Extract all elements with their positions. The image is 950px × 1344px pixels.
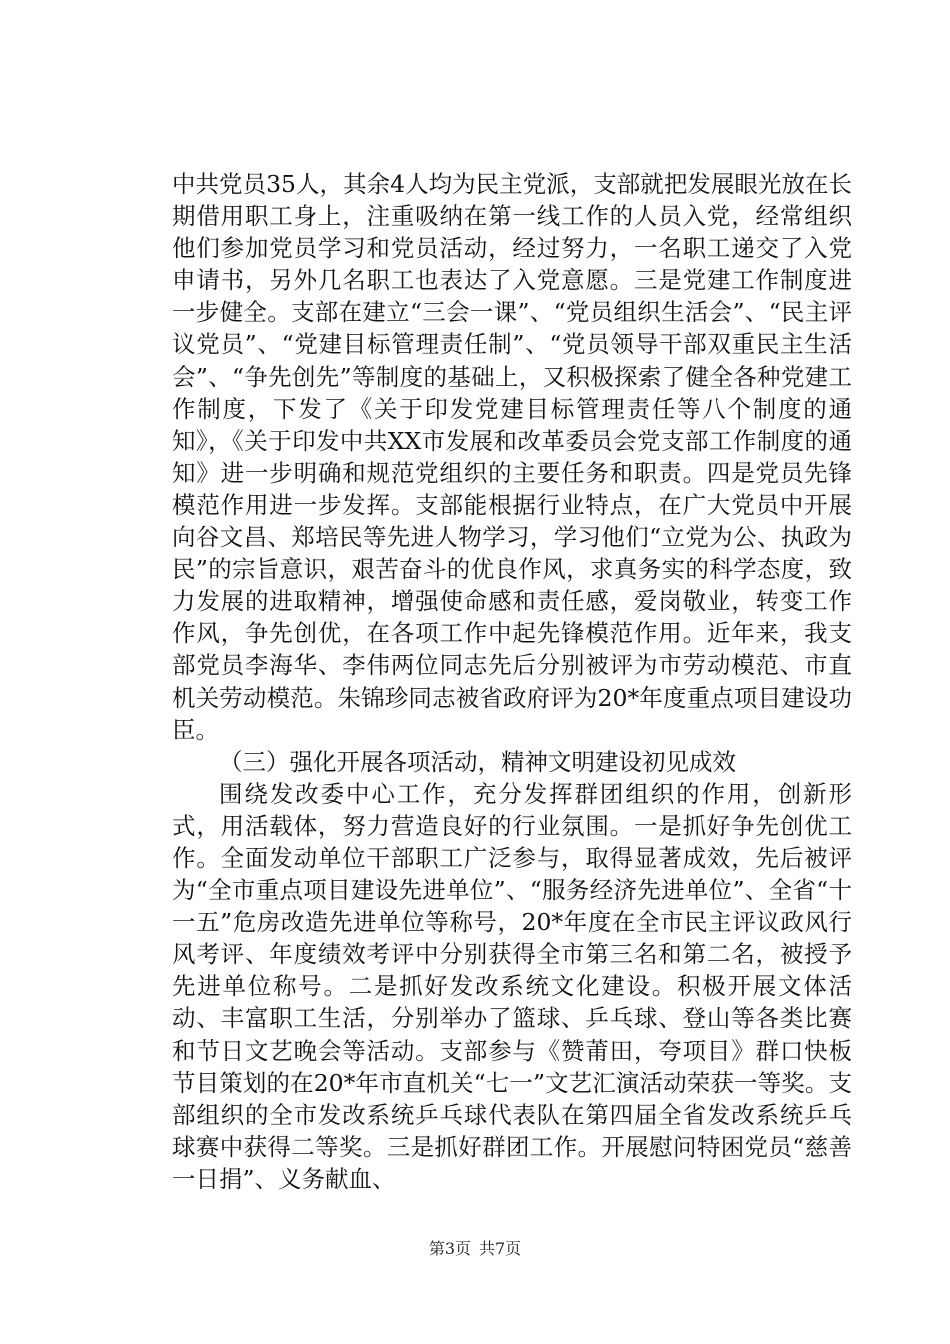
section-heading-3: （三）强化开展各项活动，精神文明建设初见成效 [219,747,736,776]
paragraph-party-building: 中共党员35人，其余4人均为民主党派，支部就把发展眼光放在长期借用职工身上，注重吸纳在第一线工作的人员入党，经常组织他们参加党员学习和党员活动，经过努力，一名职工递交了入党申请书，另外几名职工也表达了入党意愿。三是党建工作制度进一步健全。支部在建立“三会一课”、“党员组织生活会”、“民主评议党员”、“党建目标管理责任制”、“党员领导干部双重民主生活会”、“争先创先”等制度的基础上，又积极探索了健全各种党建工作制度，下发了《关于印发党建目标管理责任等八个制度的通知》，《关于印发中共XX市发展和改革委员会党支部工作制度的通知》进一步明确和规范党组织的主要任务和职责。四是党员先锋模范作用进一步发挥。支部能根据行业特点，在广大党员中开展向谷文昌、郑培民等先进人物学习，学习他们“立党为公、执政为民”的宗旨意识，艰苦奋斗的优良作风，求真务实的科学态度，致力发展的进取精神，增强使命感和责任感，爱岗敬业，转变工作作风，争先创优，在各项工作中起先锋模范作用。近年来，我支部党员李海华、李伟两位同志先后分别被评为市劳动模范、市直机关劳动模范。朱锦珍同志被省政府评为20*年度重点项目建设功臣。 [172,170,852,744]
page-footer [0,1238,950,1260]
document-body [172,168,852,1195]
page-total: 共7页 [479,1239,522,1258]
page-number: 第3页 [428,1239,471,1258]
paragraph-activities: 围绕发改委中心工作，充分发挥群团组织的作用，创新形式，用活载体，努力营造良好的行业氛围。一是抓好争先创优工作。全面发动单位干部职工广泛参与，取得显著成效，先后被评为“全市重点项目建设先进单位”、“服务经济先进单位”、全省“十一五”危房改造先进单位等称号，20*年度在全市民主评议政风行风考评、年度绩效考评中分别获得全市第三名和第二名，被授予先进单位称号。二是抓好发改系统文化建设。积极开展文体活动、丰富职工生活，分别举办了篮球、乒乓球、登山等各类比赛和节日文艺晚会等活动。支部参与《赞莆田，夸项目》群口快板节目策划的在20*年市直机关“七一”文艺汇演活动荣获一等奖。支部组织的全市发改系统乒乓球代表队在第四届全省发改系统乒乓球赛中获得二等奖。三是抓好群团工作。开展慰问特困党员“慈善一日捐”、义务献血、 [172,779,852,1193]
